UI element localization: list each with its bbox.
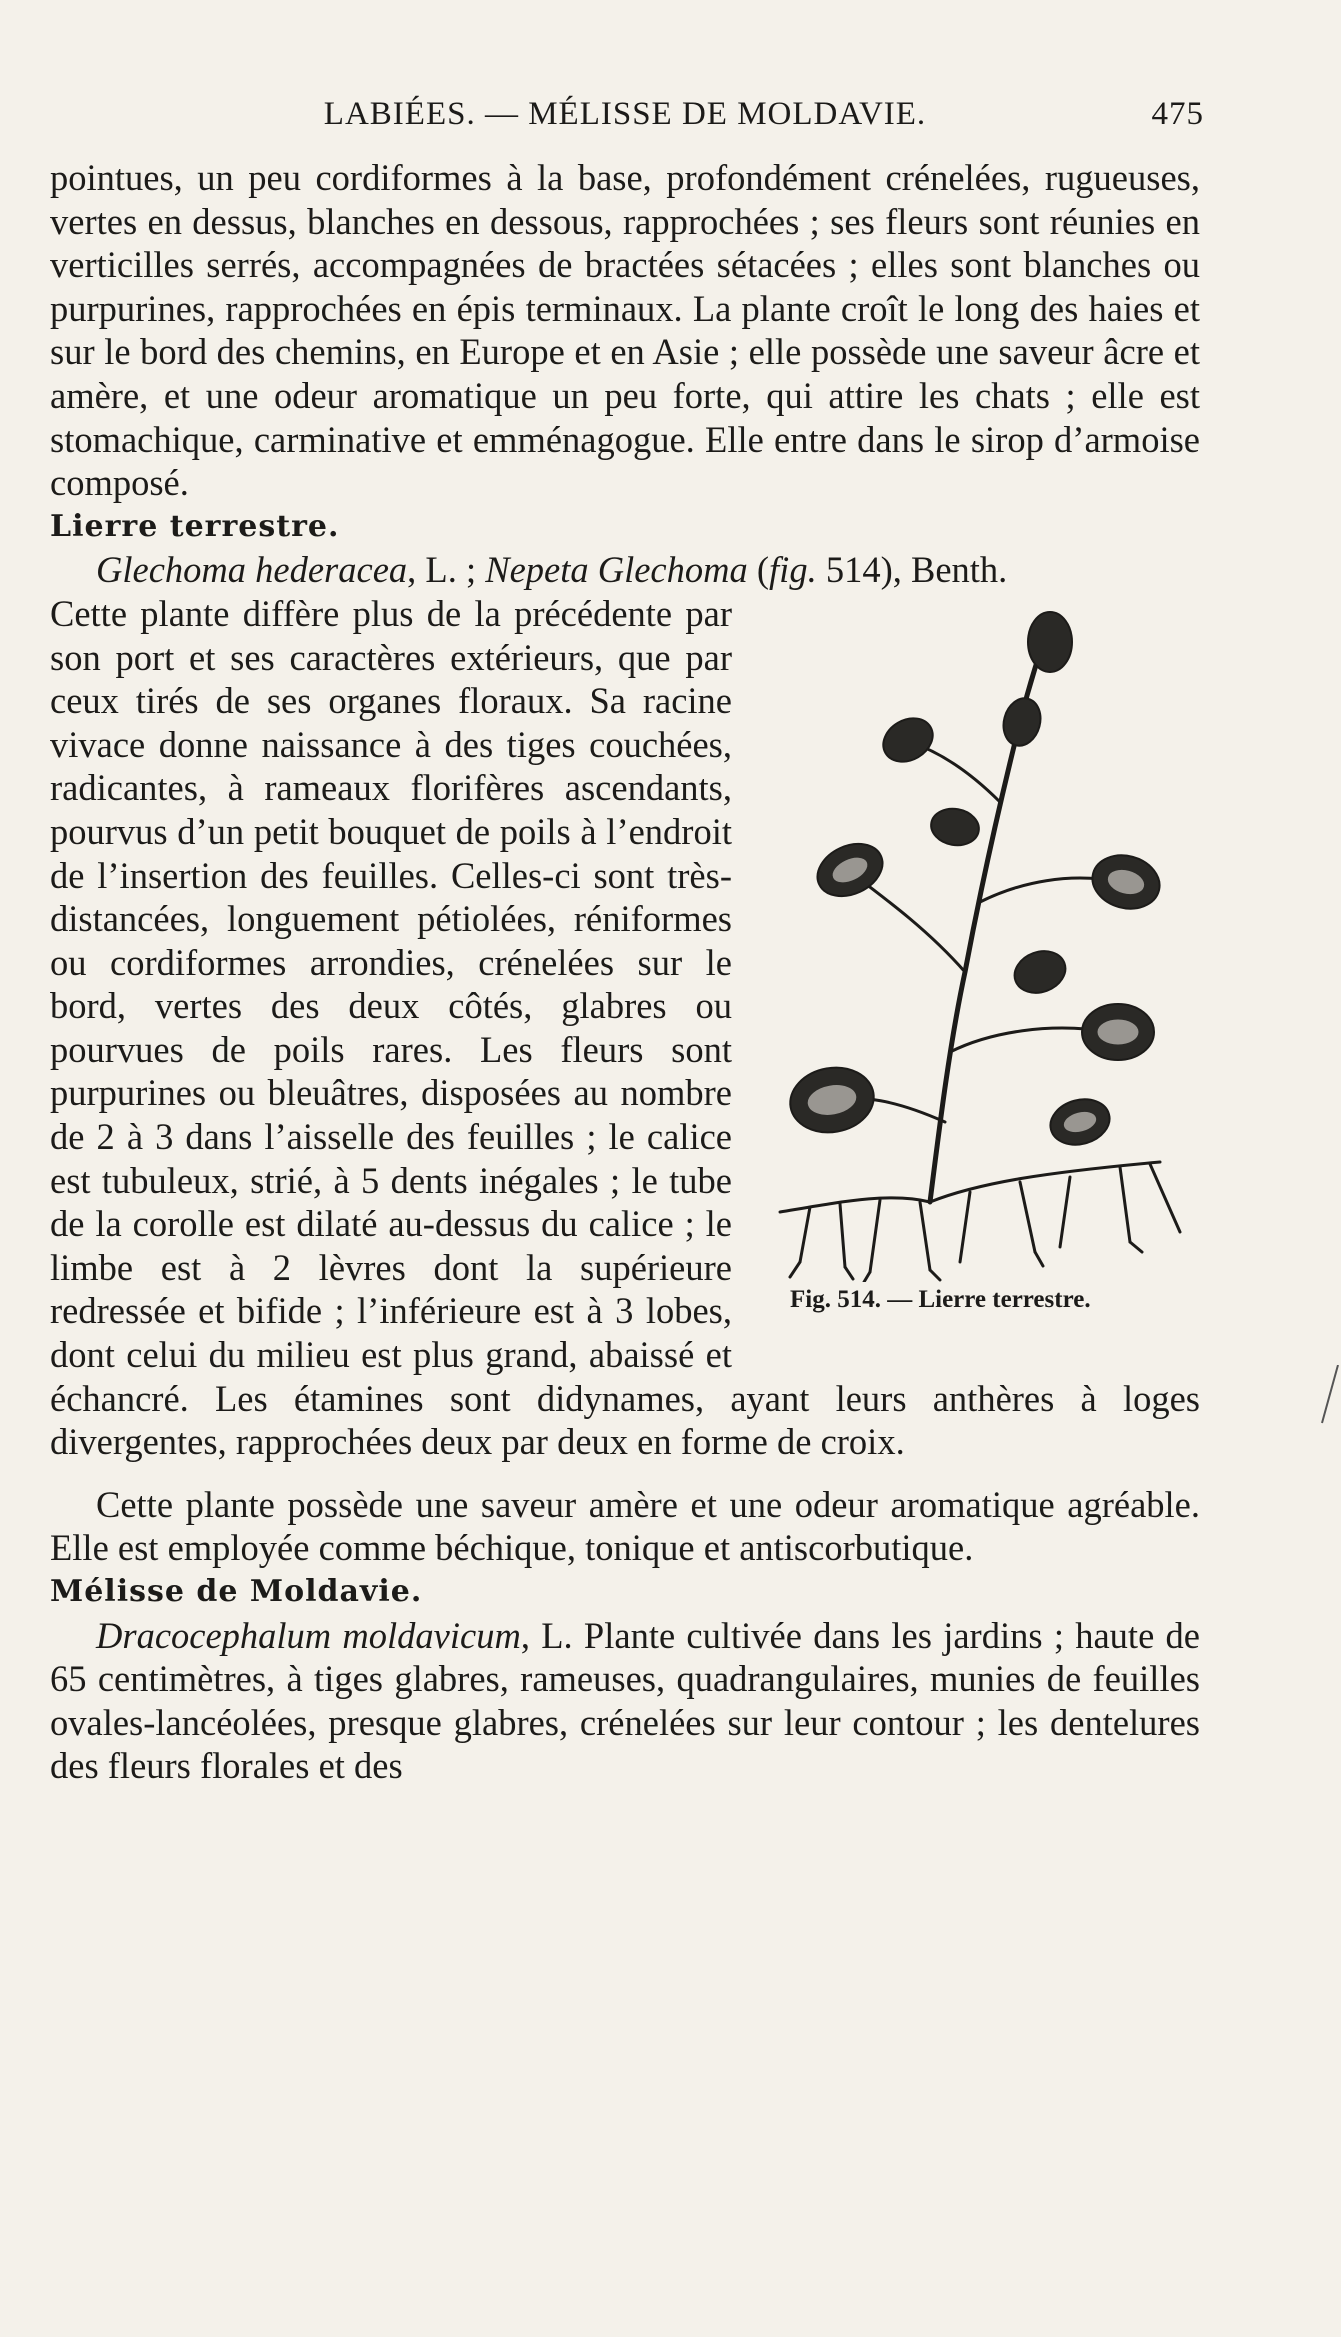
lierre-paragraph-first-line — [50, 548, 1200, 592]
running-head — [50, 96, 1204, 136]
lierre-description: Cette plante diffère plus de la précédente par son port et ses caractères extérieurs, que par ceux tirés de ses organes floraux. Sa racine vivace donne naissance à des tiges couchées, radicantes, à rameaux florifères ascendants, pourvus d’un petit bouquet de poils à l’endroit de l’insertion des feuilles. Celles-ci sont très-distancées, longuement pétiolées, réniformes ou cordiformes arrondies, crénelées sur le bord, vertes des deux côtés, glabres ou pourvues de poils rares. Les fleurs sont purpurines ou bleuâtres, disposées au nombre de 2 à 3 dans l’aisselle des feuilles ; le calice est tubuleux, strié, à 5 dents inégales ; le tube de la corolle est dilaté au-dessus du calice ; le limbe est à 2 lèvres dont la supérieure redressée et bifide ; l’inférieure est à 3 lobes, dont celui du milieu est plus grand, abaissé et échancré. Les étamines sont didynames, ayant leurs anthères à loges divergentes, rapprochées deux par deux en forme de croix. — [50, 592, 1200, 1463]
melisse-description: , L. Plante cultivée dans les jardins ; haute de 65 centimètres, à tiges glabres, rameuses, quadrangulaires, munies de feuilles ovales-lancéolées, presque glabres, crénelées sur leur contour ; les dentelures des fleurs florales et des — [50, 1614, 1200, 1787]
intro-paragraph: pointues, un peu cordiformes à la base, profondément crénelées, rugueuses, vertes en dessus, blanches en dessous, rapprochées ; ses fleurs sont réunies en verticilles serrés, accompagnées de bractées sétacées ; elles sont blanches ou purpurines, rapprochées en épis terminaux. La plante croît le long des haies et sur le bord des chemins, en Europe et en Asie ; elle possède une saveur âcre et amère, et une odeur aromatique un peu forte, qui attire les chats ; elle est stomachique, carminative et emménagogue. Elle entre dans le sirop d’armoise composé. — [50, 157, 1200, 504]
running-title: LABIÉES. — MÉLISSE DE MOLDAVIE. — [323, 96, 927, 132]
page-number: 475 — [1151, 96, 1204, 132]
body-text — [50, 156, 1200, 1788]
figure-caption: Fig. 514. — Lierre terrestre. — [790, 1285, 1091, 1313]
figure-ref: fig. — [769, 549, 817, 591]
figure-514 — [750, 602, 1200, 1354]
lierre-uses-paragraph: Cette plante possède une saveur amère et une odeur aromatique agréable. Elle est employée comme béchique, tonique et antiscorbutique. — [50, 1483, 1200, 1569]
author-citation: , L. ; — [407, 549, 486, 591]
melisse-paragraph — [50, 1614, 1200, 1788]
margin-mark-icon — [1320, 1365, 1340, 1425]
section-heading-melisse: Mélisse de Moldavie. — [50, 1574, 423, 1609]
synonym-name: Nepeta Glechoma — [485, 549, 748, 591]
figure-ref-number: 514), Benth. — [816, 549, 1008, 591]
melisse-botanical-name: Dracocephalum moldavicum — [96, 1614, 521, 1656]
section-heading-lierre: Lierre terrestre. — [50, 508, 340, 544]
botanical-name: Glechoma hederacea — [96, 549, 408, 591]
figure-ref-open: ( — [747, 549, 770, 591]
plant-engraving-icon — [750, 602, 1200, 1282]
